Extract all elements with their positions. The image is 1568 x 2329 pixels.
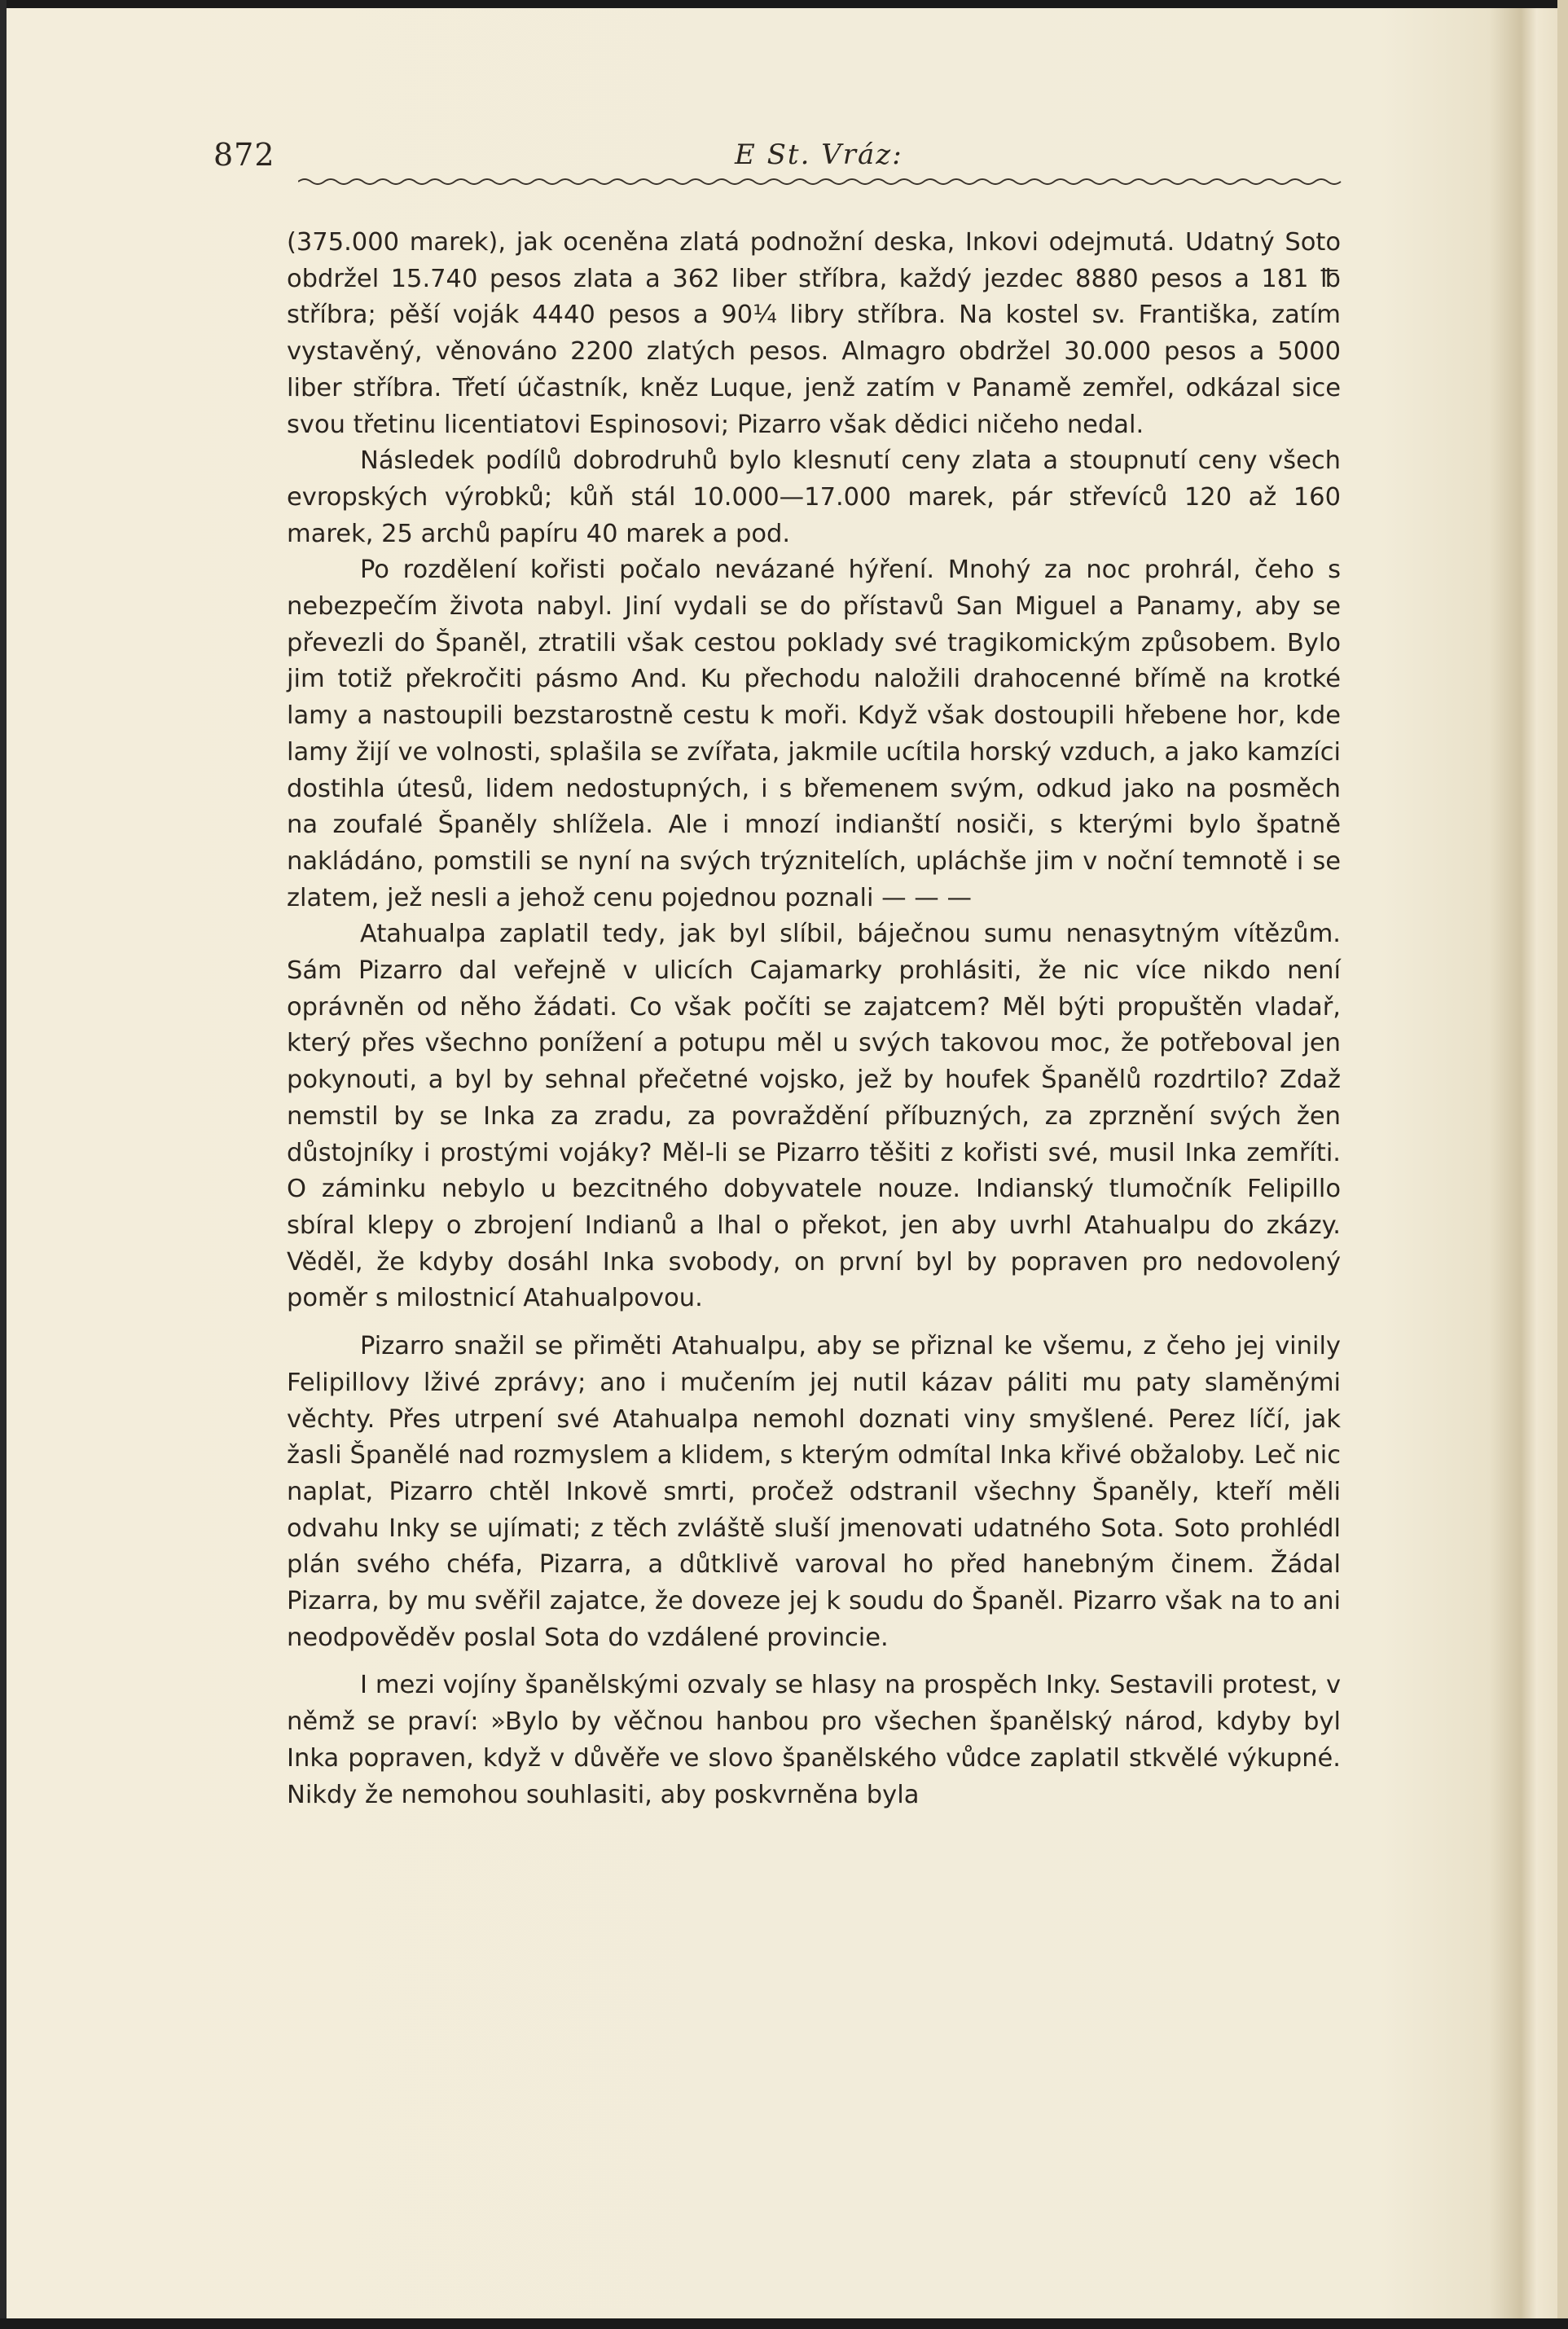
paragraph-1: (375.000 marek), jak oceněna zlatá podnožní deska, Inkovi odejmutá. Udatný Soto obdržel 15.740 pesos zlata a 362 liber stříbra, každý jezdec 8880 pesos a 181 ℔ stříbra; pěší voják 4440 pesos a 90¼ libry stříbra. Na kostel sv. Františka, zatím vystavěný, věnováno 2200 zlatých pesos. Almagro obdržel 30.000 pesos a 5000 liber stříbra. Třetí účastník, kněz Luque, jenž zatím v Panamě zemřel, odkázal sice svou třetinu licentiatovi Espinosovi; Pizarro však dědici ničeho nedal. [287, 228, 1341, 439]
running-title: E St. Vráz: [735, 138, 903, 171]
paragraph-4: Atahualpa zaplatil tedy, jak byl slíbil, báječnou sumu nenasytným vítězům. Sám Pizarro dal veřejně v ulicích Cajamarky prohlásiti, že nic více nikdo není oprávněn od něho žádati. Co však počíti se zajatcem? Měl býti propuštěn vladař, který přes všechno ponížení a potupu měl u svých takovou moc, že potřeboval jen pokynouti, a byl by sehnal přečetné vojsko, jež by houfek Španělů rozdrtilo? Zdaž nemstil by se Inka za zradu, za povraždění příbuzných, za zprznění svých žen důstojníky i prostými vojáky? Měl-li se Pizarro těšiti z kořisti své, musil Inka zemříti. O záminku nebylo u bezcitného dobyvatele nouze. Indianský tlumočník Felipillo sbíral klepy o zbrojení Indianů a lhal o překot, jen aby uvrhl Atahualpu do zkázy. Věděl, že kdyby dosáhl Inka svobody, on první byl by popraven pro nedovolený poměr s milostnicí Atahualpovou. [287, 920, 1341, 1313]
page-edge-right [1557, 0, 1568, 2329]
body-text [287, 225, 1341, 1813]
paragraph-6: I mezi vojíny španělskými ozvaly se hlasy na prospěch Inky. Sestavili protest, v němž se praví: »Bylo by věčnou hanbou pro všechen španělský národ, kdyby byl Inka popraven, když v důvěře ve slovo španělského vůdce zaplatil stkvělé výkupné. Nikdy že nemohou souhlasiti, aby poskvrněna byla [287, 1671, 1341, 1809]
page-number: 872 [213, 137, 275, 173]
paragraph-2: Následek podílů dobrodruhů bylo klesnutí ceny zlata a stoupnutí ceny všech evropských výrobků; kůň stál 10.000—17.000 marek, pár střevíců 120 až 160 marek, 25 archů papíru 40 marek a pod. [287, 446, 1341, 548]
scan-border-bottom [0, 2318, 1568, 2329]
scan-border-top [0, 0, 1568, 8]
wavy-rule-divider [298, 176, 1346, 187]
paragraph-3: Po rozdělení kořisti počalo nevázané hýření. Mnohý za noc prohrál, čeho s nebezpečím života nabyl. Jiní vydali se do přístavů San Miguel a Panamy, aby se převezli do Španěl, ztratili však cestou poklady své tragikomickým způsobem. Bylo jim totiž překročiti pásmo And. Ku přechodu naložili drahocenné břímě na krotké lamy a nastoupili bezstarostně cestu k moři. Když však dostoupili hřebene hor, kde lamy žijí ve volnosti, splašila se zvířata, jakmile ucítila horský vzduch, a jako kamzíci dostihla útesů, lidem nedostupných, i s břemenem svým, odkud jako na posměch na zoufalé Španěly shlížela. Ale i mnozí indianští nosiči, s kterými bylo špatně nakládáno, pomstili se nyní na svých trýznitelích, upláchše jim v noční temnotě i se zlatem, jež nesli a jehož cenu pojednou poznali — — — [287, 556, 1341, 912]
scan-border-left [0, 0, 7, 2329]
paragraph-5: Pizarro snažil se přiměti Atahualpu, aby se přiznal ke všemu, z čeho jej vinily Felipillovy lživé zprávy; ano i mučením jej nutil kázav páliti mu paty slaměnými věchty. Přes utrpení své Atahualpa nemohl doznati viny smyšlené. Perez líčí, jak žasli Španělé nad rozmyslem a klidem, s kterým odmítal Inka křivé obžaloby. Leč nic naplat, Pizarro chtěl Inkově smrti, pročež odstranil všechny Španěly, kteří měli odvahu Inky se ujímati; z těch zvláště sluší jmenovati udatného Sota. Soto prohlédl plán svého chéfa, Pizarra, a důtklivě varoval ho před hanebným činem. Žádal Pizarra, by mu svěřil zajatce, že doveze jej k soudu do Španěl. Pizarro však na to ani neodpověděv poslal Sota do vzdálené provincie. [287, 1332, 1341, 1652]
